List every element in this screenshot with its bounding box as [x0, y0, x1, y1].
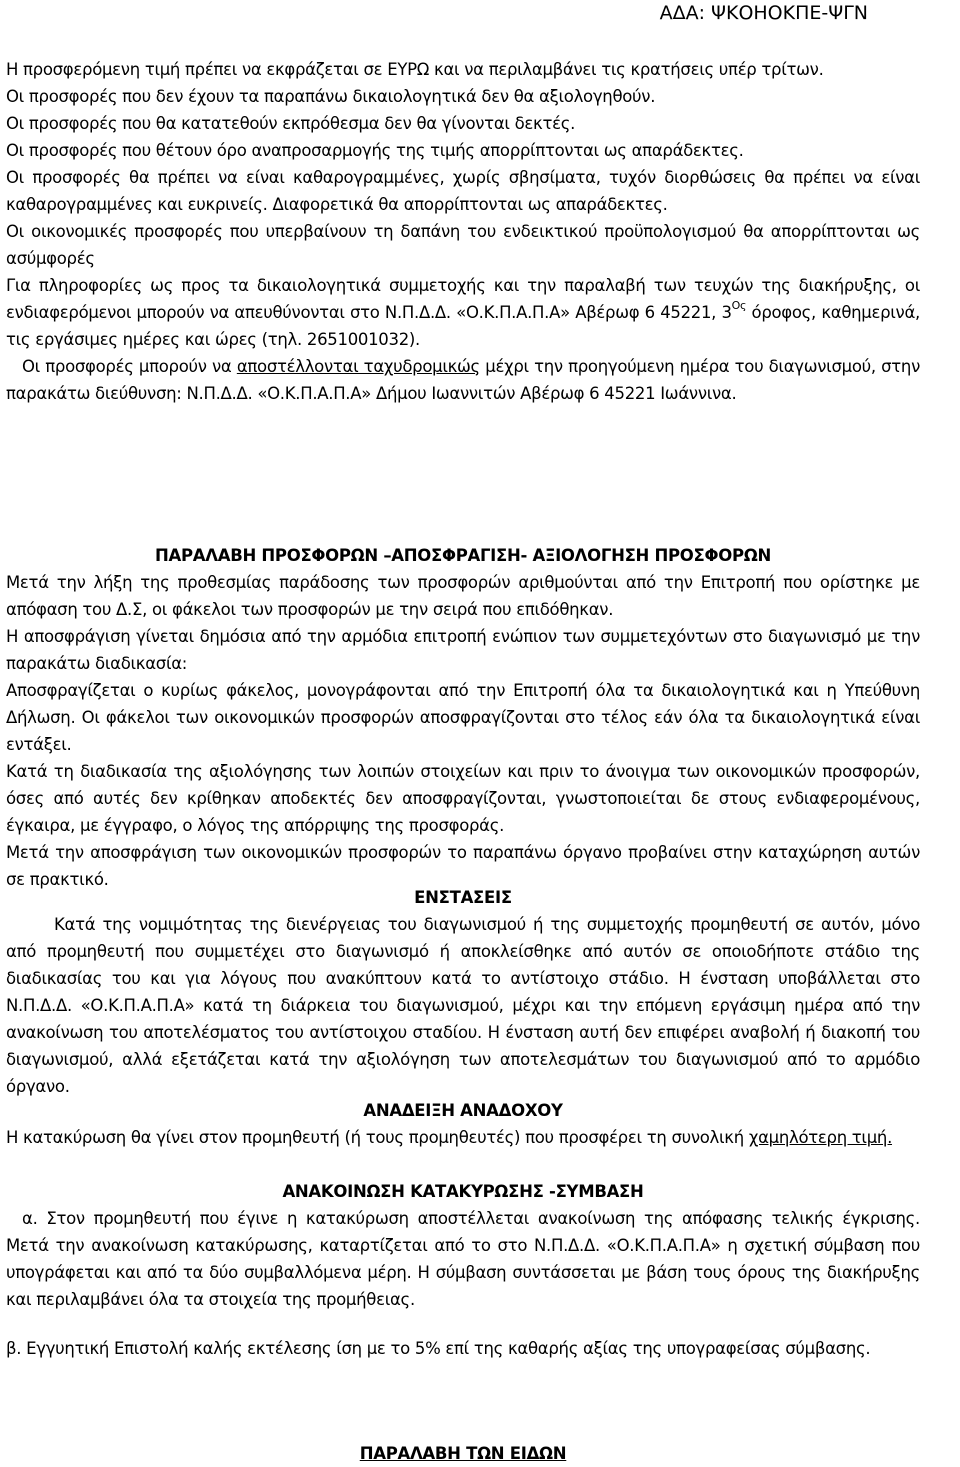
paragraph-objections [6, 911, 920, 1100]
paragraph-main-envelope: Αποσφραγίζεται ο κυρίως φάκελος, μονογράφονται από την Επιτροπή όλα τα δικαιολογητικά και η Υπεύθυνη Δήλωση. Οι φάκελοι των οικονομικών προσφορών αποσφραγίζονται στο τέλος εάν όλα τα δικαιολογητικά είναι εντάξει. [6, 681, 920, 754]
paragraph-price-euro: Η προσφερόμενη τιμή πρέπει να εκφράζεται σε ΕΥΡΩ και να περιλαμβάνει τις κρατήσεις υπέρ τρίτων. [6, 60, 824, 79]
paragraph-budget-excess: Οι οικονομικές προσφορές που υπερβαίνουν τη δαπάνη του ενδεικτικού προϋπολογισμού θα απορρίπτονται ως ασύμφορές [6, 222, 920, 268]
heading-objections: ΕΝΣΤΑΣΕΙΣ [414, 888, 512, 907]
paragraph-numbering: Μετά την λήξη της προθεσμίας παράδοσης των προσφορών αριθμούνται από την Επιτροπή που ορίστηκε με απόφαση του Δ.Σ, οι φάκελοι των προσφορών με την σειρά που επιδόθηκαν. [6, 573, 920, 619]
paragraph-information-contact [6, 272, 920, 353]
section-objections [6, 884, 920, 1100]
paragraph-award [6, 1124, 920, 1151]
paragraph-clean-copies [6, 164, 920, 218]
paragraph-late-offers: Οι προσφορές που θα κατατεθούν εκπρόθεσμα δεν θα γίνονται δεκτές. [6, 114, 576, 133]
objections-text: Κατά της νομιμότητας της διενέργειας του διαγωνισμού ή της συμμετοχής προμηθευτή σε αυτόν, μόνο από προμηθευτή που συμμετέχει στο διαγωνισμό ή αποκλείσθηκε από αυτόν σε οποιοδήποτε στάδιο της διαδικασίας του και για λόγους που ανακύπτουν κατά το αντίστοιχο στάδιο. Η ένσταση υποβάλλεται στο Ν.Π.Δ.Δ. «Ο.Κ.Π.Α.Π.Α» κατά τη διάρκεια του διαγωνισμού, μέχρι και την επόμενη εργάσιμη ημέρα από την ανακοίνωση του αποτελέσματος του αντίστοιχου σταδίου. Η ένσταση αυτή δεν επιφέρει αναβολή ή διακοπή του διαγωνισμού, αλλά εξετάζεται κατά την αξιολόγηση των αποτελεσμάτων του διαγωνισμού από το αρμόδιο όργανο. [6, 915, 920, 1096]
award-text: Η κατακύρωση θα γίνει στον προμηθευτή (ή τους προμηθευτές) που προσφέρει τη συνολική [6, 1128, 749, 1147]
paragraph-missing-documents: Οι προσφορές που δεν έχουν τα παραπάνω δικαιολογητικά δεν θα αξιολογηθούν. [6, 87, 656, 106]
paragraph-price-adjustment: Οι προσφορές που θέτουν όρο αναπροσαρμογής της τιμής απορρίπτονται ως απαράδεκτες. [6, 141, 744, 160]
paragraph-public-opening: Η αποσφράγιση γίνεται δημόσια από την αρμόδια επιτροπή ενώπιον των συμμετεχόντων στο διαγωνισμό με την παρακάτω διαδικασία: [6, 627, 920, 673]
award-underlined: χαμηλότερη τιμή. [748, 1128, 893, 1147]
postal-underlined: αποστέλλονται ταχυδρομικώς [236, 357, 480, 376]
ada-code: ΑΔΑ: ΨΚΟΗΟΚΠΕ-ΨΓΝ [659, 2, 868, 24]
clean-copies-rejection: Διαφορετικά θα απορρίπτονται ως απαράδεκτες. [267, 195, 668, 214]
section-award [6, 1097, 920, 1151]
contract-item-a-text: α. Στον προμηθευτή που έγινε η κατακύρωση αποστέλλεται ανακοίνωση της απόφασης τελικής έγκρισης. Μετά την ανακοίνωση κατακύρωσης, καταρτίζεται από το στο Ν.Π.Δ.Δ. «Ο.Κ.Π.Α.Π.Α» η σχετική σύμβαση που υπογράφεται και από τα δύο συμβαλλόμενα μέρη. Η σύμβαση συντάσσεται με βάση τους όρους της διακήρυξης και περιλαμβάνει όλα τα στοιχεία της προμήθειας. [6, 1209, 920, 1309]
heading-contract: ΑΝΑΚΟΙΝΩΣΗ ΚΑΤΑΚΥΡΩΣΗΣ -ΣΥΜΒΑΣΗ [282, 1182, 644, 1201]
postal-text-cont: μέχρι την προηγούμενη ημέρα του διαγωνισμού, στην παρακάτω διεύθυνση: Ν.Π.Δ.Δ. «Ο.Κ.Π.Α.Π.Α» Δήμου Ιωαννιτών Αβέρωφ 6 45221 Ιωάννινα. [6, 357, 920, 403]
clean-copies-text: Οι προσφορές θα πρέπει να είναι καθαρογραμμένες, χωρίς σβησίματα, τυχόν διορθώσεις θα πρέπει να είναι καθαρογραμμένες και ευκρινείς. [6, 168, 920, 214]
paragraph-postal-submission [6, 353, 920, 407]
heading-opening-evaluation: ΠΑΡΑΛΑΒΗ ΠΡΟΣΦΟΡΩΝ –ΑΠΟΣΦΡΑΓΙΣΗ- ΑΞΙΟΛΟΓΗΣΗ ΠΡΟΣΦΟΡΩΝ [155, 546, 771, 565]
submission-terms [6, 56, 920, 407]
postal-text: Οι προσφορές μπορούν να [22, 357, 237, 376]
paragraph-contract-item-a [6, 1205, 920, 1313]
paragraph-record: Μετά την αποσφράγιση των οικονομικών προσφορών το παραπάνω όργανο προβαίνει στην καταχώρηση αυτών σε πρακτικό. [6, 843, 920, 889]
paragraph-evaluation-procedure: Κατά τη διαδικασία της αξιολόγησης των λοιπών στοιχείων και πριν το άνοιγμα των οικονομικών προσφορών, όσες από αυτές δεν κρίθηκαν αποδεκτές δεν αποσφραγίζονται, γνωστοποιείται δε στους ενδιαφερομένους, έγκαιρα, με έγγραφο, ο λόγος της απόρριψης της προσφοράς. [6, 762, 920, 835]
paragraph-contract-item-b: β. Εγγυητική Επιστολή καλής εκτέλεσης ίση με το 5% επί της καθαρής αξίας της υπογραφείσας σύμβασης. [6, 1339, 871, 1358]
section-opening [6, 542, 920, 893]
floor-ordinal: Ος [731, 299, 747, 312]
information-text-cont: όροφος, καθημερινά, τις εργάσιμες ημέρες και ώρες (τηλ. 2651001032). [6, 303, 920, 349]
heading-delivery: ΠΑΡΑΛΑΒΗ ΤΩΝ ΕΙΔΩΝ [359, 1444, 567, 1463]
heading-award: ΑΝΑΔΕΙΞΗ ΑΝΑΔΟΧΟΥ [363, 1101, 563, 1120]
information-text: Για πληροφορίες ως προς τα δικαιολογητικά συμμετοχής και την παραλαβή των τευχών της διακήρυξης, οι ενδιαφερόμενοι μπορούν να απευθύνονται στο Ν.Π.Δ.Δ. «Ο.Κ.Π.Α.Π.Α» Αβέρωφ 6 45221, 3 [6, 276, 920, 322]
section-contract [6, 1178, 920, 1362]
